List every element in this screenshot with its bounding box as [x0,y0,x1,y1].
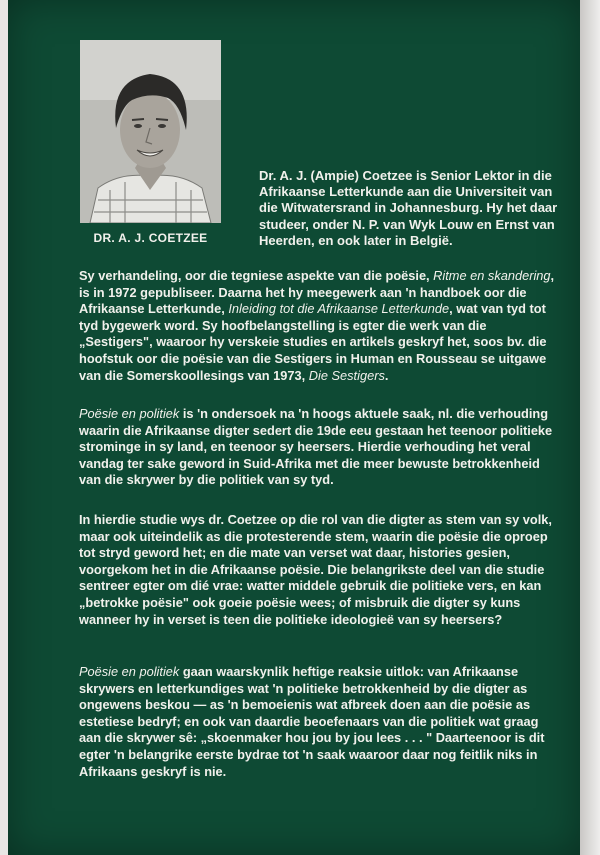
author-portrait-icon [80,40,221,223]
paragraph-reaction: Poësie en politiek gaan waarskynlik heftige reaksie uitlok: van Afrikaanse skrywers en letterkundiges wat 'n politieke betrokkenheid by die digter as ongewens beskou — as 'n bemoeienis wat afbreek doen aan die poësie as estetiese bedryf; en ook van daardie beoefenaars van die politiek wat graag aan die skrywer sê: „skoenmaker hou jou by jou lees . . . " Daarteenoor is dit egter 'n belangrike eerste bydrae tot 'n saak waaroor daar nog feitlik niks in Afrikaans geskryf is nie. [79,664,545,779]
page-edge [580,0,600,855]
paragraph-book-subject: Poësie en politiek is 'n ondersoek na 'n hoogs aktuele saak, nl. die verhouding waarin die Afrikaanse digter sedert die 19de eeu gestaan het teenoor politieke strominge in sy land, en teenoor sy heersers. Hierdie verhouding het veral vandag ter sake geword in Suid-Afrika met die meer bewuste betrokkenheid van die skrywer by die politiek van sy tyd. [79,406,553,488]
author-bio: Dr. A. J. (Ampie) Coetzee is Senior Lektor in die Afrikaanse Letterkunde aan die Universiteit van die Witwatersrand in Johannesburg. Hy het daar studeer, onder N. P. van Wyk Louw en Ernst van Heerden, en ook later in België. [259,168,558,248]
paragraph-study: In hierdie studie wys dr. Coetzee op die rol van die digter as stem van sy volk, maar ook uiteindelik as die protesterende stem, waarin die poësie die oproep tot stryd geword het; en die mate van verset wat daar, histories gesien, voorgekom het in die Afrikaanse poësie. Die belangrikste deel van die studie sentreer egter om dié vrae: watter middele gebruik die politieke vers, en kan „betrokke poësie" ook goeie poësie wees; of misbruik die digter sy kuns wanneer hy in verset is teen die politieke ideologieë van sy heersers? [79,512,552,627]
author-caption: DR. A. J. COETZEE [93,231,208,245]
paragraph-publications: Sy verhandeling, oor die tegniese aspekte van die poësie, Ritme en skandering, is in 1972 gepubliseer. Daarna het hy meegewerk aan 'n handboek oor die Afrikaanse Letterkunde, Inleiding tot die Afrikaanse Letterkunde, wat van tyd tot tyd bygewerk word. Sy hoofbelangstelling is egter die werk van die „Sestigers", waaroor hy verskeie studies en artikels geskryf het, soos bv. die hoofstuk oor die poësie van die Sestigers in Human en Rousseau se uitgawe van die Somerskoollesings van 1973, Die Sestigers. [79,268,555,383]
author-photo [80,40,221,223]
